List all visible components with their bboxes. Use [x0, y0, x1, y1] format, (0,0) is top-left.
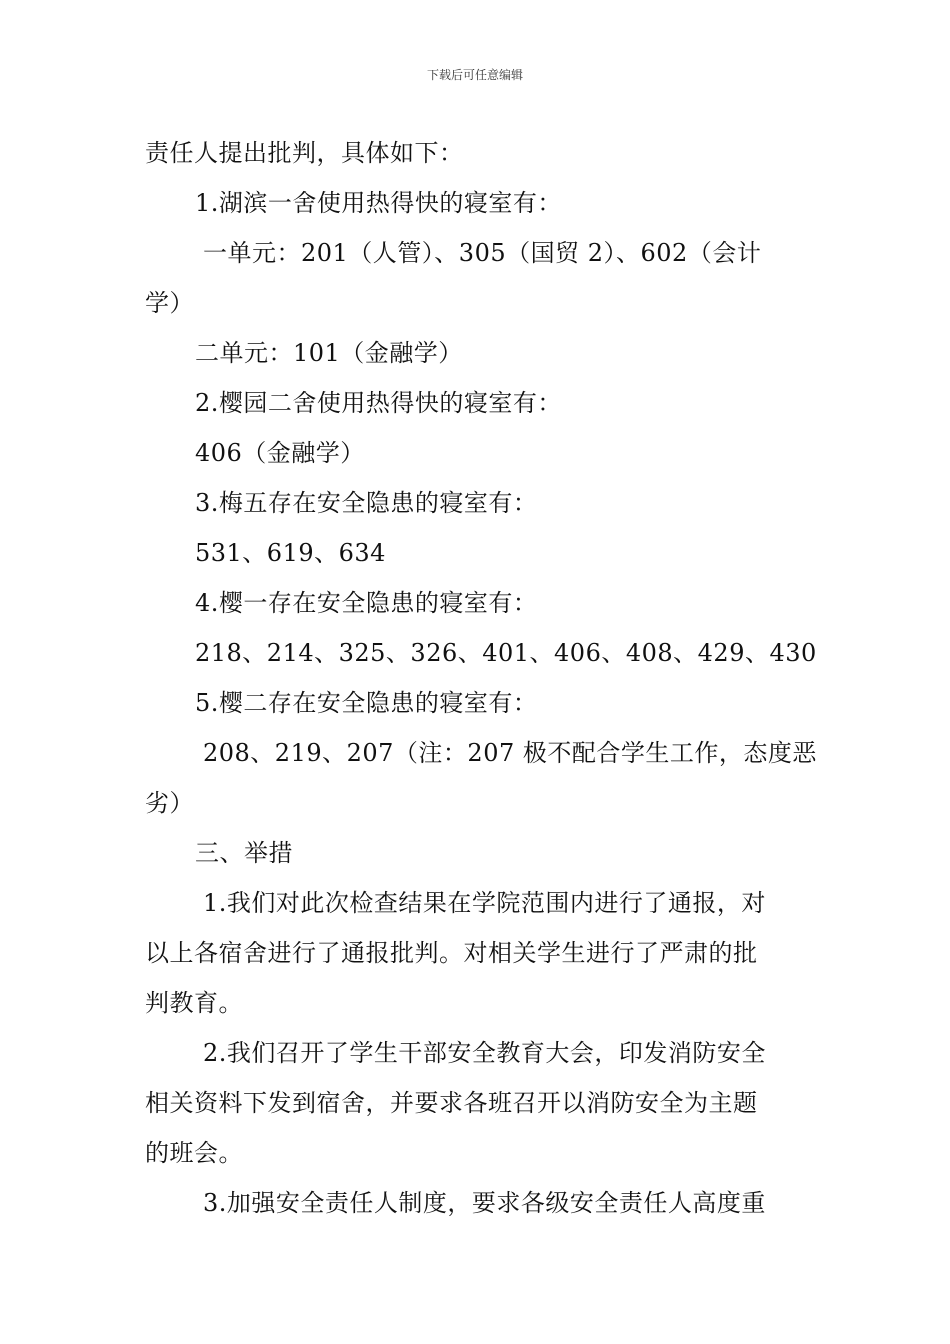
text-line: 责任人提出批判，具体如下： [145, 139, 464, 167]
paragraph-line: 的班会。 [145, 1139, 243, 1167]
paragraph-line: 相关资料下发到宿舍，并要求各班召开以消防安全为主题 [145, 1089, 758, 1117]
text-line: 406（金融学） [195, 439, 365, 467]
section-heading: 三、举措 [195, 839, 293, 867]
text-line: 531、619、634 [195, 539, 386, 567]
document-body [145, 128, 817, 1228]
text-line: 208、219、207（注：207 极不配合学生工作，态度恶 [203, 739, 817, 767]
paragraph-line: 以上各宿舍进行了通报批判。对相关学生进行了严肃的批 [145, 939, 758, 967]
list-heading: 1.湖滨一舍使用热得快的寝室有： [195, 189, 562, 217]
text-line: 一单元：201（人管）、305（国贸 2）、602（会计 [203, 239, 762, 267]
text-line: 二单元：101（金融学） [195, 339, 463, 367]
list-heading: 5.樱二存在安全隐患的寝室有： [195, 689, 538, 717]
text-line: 218、214、325、326、401、406、408、429、430 [195, 639, 817, 667]
list-heading: 2.樱园二舍使用热得快的寝室有： [195, 389, 562, 417]
list-heading: 4.樱一存在安全隐患的寝室有： [195, 589, 538, 617]
paragraph-line: 3.加强安全责任人制度，要求各级安全责任人高度重 [203, 1189, 766, 1217]
paragraph-line: 2.我们召开了学生干部安全教育大会，印发消防安全 [203, 1039, 766, 1067]
paragraph-line: 判教育。 [145, 989, 243, 1017]
page-header: 下载后可任意编辑 [426, 68, 523, 82]
text-line: 学） [145, 289, 194, 317]
list-heading: 3.梅五存在安全隐患的寝室有： [195, 489, 538, 517]
paragraph-line: 1.我们对此次检查结果在学院范围内进行了通报，对 [203, 889, 766, 917]
text-line: 劣） [145, 789, 194, 817]
